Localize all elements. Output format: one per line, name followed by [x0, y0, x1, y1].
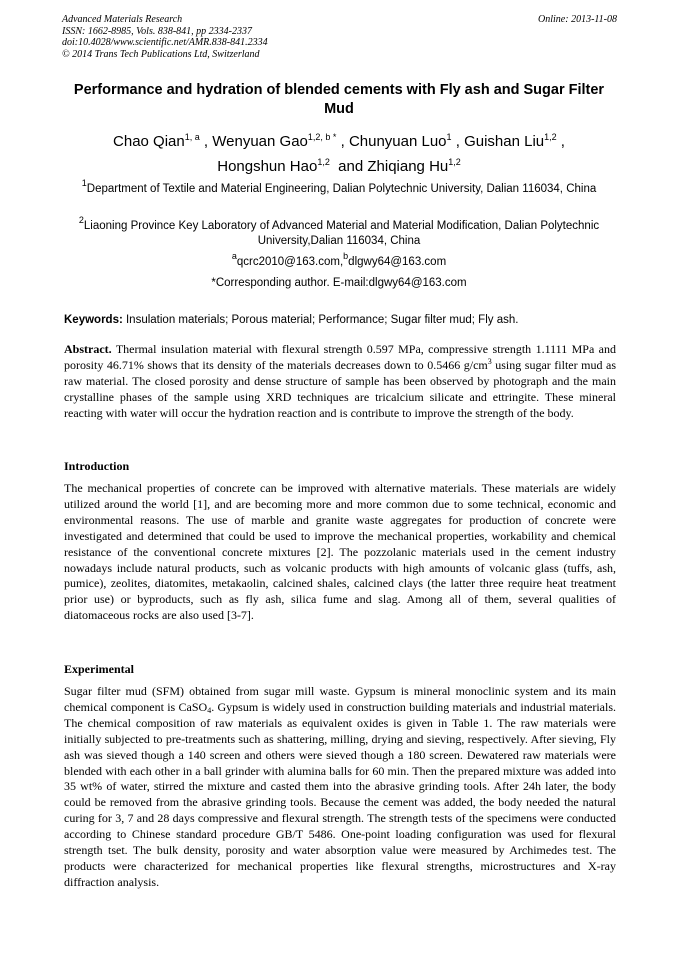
experimental-text-cont: . Gypsum is widely used in construction building materials and industrial materials. The chemical composition of raw materials as equivalent oxides is given in Table 1. The raw materials were initially subjected to pre-treatments such as shattering, milling, drying and sieving, respectively. After sieving, Fly ash was sieved though a 140 screen and others were sieved though a 180 screen. Dewatered raw materials were blended with each other in a ball grinder with alumina balls for 60 min. Then the prepared mixture was added into 35 wt% of water, stirred the mixture and casted them into the abrasive grinding tools. After 24h later, the body could be removed from the abrasive grinding tools. Because the cement was added, the body needed the natural curing for 3, 7 and 28 days compressive and flexural strength. The strength tests of the specimens were conducted according to Chinese standard procedure GB/T 5486. One-point loading configuration was used for flexural strength tset. The bulk density, porosity and water absorption value were measured by Archimedes test. The products were characterized for mechanical properties like flexural strengths, microstructures and X-ray diffraction analysis. [64, 699, 616, 889]
author-name: Chunyuan Luo [348, 133, 447, 150]
online-date: Online: 2013-11-08 [538, 14, 617, 25]
experimental-text [64, 684, 616, 891]
author-name: Chao Qian [113, 133, 185, 150]
keywords [64, 313, 616, 328]
affiliation-sup: 1 [81, 178, 87, 188]
abstract-label: Abstract. [64, 342, 112, 356]
author-name: Wenyuan Gao [212, 133, 308, 150]
author-sep: and [329, 158, 368, 175]
author-affil-sup: 1,2 [317, 157, 330, 167]
journal-copyright: © 2014 Trans Tech Publications Ltd, Switzerland [62, 48, 260, 60]
author-sep: , [336, 133, 349, 150]
author-sep: , [199, 133, 213, 150]
introduction-heading: Introduction [64, 459, 130, 473]
email-sup: b [343, 251, 349, 261]
author-name: Hongshun Hao [217, 158, 318, 175]
author-list [58, 129, 620, 179]
author-sep: , [451, 133, 465, 150]
journal-header [62, 14, 617, 60]
author-affil-sup: 1, a [184, 132, 200, 142]
author-emails [58, 251, 620, 270]
author-name: Guishan Liu [464, 133, 545, 150]
experimental-text-part: Sugar filter mud (SFM) obtained from sugar mill waste. Gypsum is mineral monoclinic system and its main chemical component is CaSO [64, 684, 616, 714]
journal-doi: doi:10.4028/www.scientific.net/AMR.838-841.2334 [62, 37, 268, 48]
paper-title: Performance and hydration of blended cements with Fly ash and Sugar Filter Mud [73, 82, 605, 117]
affiliation-1 [66, 178, 612, 197]
email-a: qcrc2010@163.com, [236, 256, 344, 268]
affiliation-2 [66, 215, 612, 249]
affiliation-text: Department of Textile and Material Engineering, Dalian Polytechnic University, Dalian 116034, China [86, 183, 597, 195]
affiliation-sup: 2 [78, 215, 84, 225]
affiliation-text: Liaoning Province Key Laboratory of Advanced Material and Material Modification, Dalian Polytechnic University,Dalian 116034, China [83, 220, 600, 247]
author-name: Zhiqiang Hu [367, 158, 449, 175]
journal-issn: ISSN: 1662-8985, Vols. 838-841, pp 2334-2337 [62, 25, 252, 37]
corresponding-author: *Corresponding author. E-mail:dlgwy64@163.com [211, 277, 467, 289]
chem-subscript: 4 [207, 705, 212, 715]
journal-name: Advanced Materials Research [62, 14, 183, 25]
abstract-text: Thermal insulation material with flexural strength 0.597 MPa, compressive strength 1.1111 MPa and porosity 46.71% shows that its density of the materials decreases down to 0.5466 g/cm [64, 342, 616, 372]
abstract [64, 342, 616, 422]
experimental-heading: Experimental [64, 662, 134, 676]
email-b: dlgwy64@163.com [348, 256, 447, 268]
author-affil-sup: 1,2, b * [307, 132, 337, 142]
author-affil-sup: 1 [446, 132, 452, 142]
keywords-text: Insulation materials; Porous material; Performance; Sugar filter mud; Fly ash. [122, 314, 519, 326]
keywords-label: Keywords: [64, 314, 123, 326]
abstract-text-cont: using sugar filter mud as raw material. The closed porosity and dense structure of sample has been observed by photograph and the main crystalline phases of the sample using XRD techniques are tricalcium silicate and ettringite. These mineral reacting with water will occur the hydration reaction and is contribute to improve the strength of the body. [64, 357, 616, 420]
abstract-sup: 3 [487, 356, 492, 366]
author-sep: , [556, 133, 565, 150]
email-sup: a [231, 251, 237, 261]
introduction-text: The mechanical properties of concrete can be improved with alternative materials. These materials are widely utilized around the world [1], and are becoming more and more common due to some technical, economic and environmental reasons. The use of marble and granite waste aggregates for production of concrete were investigated and determined that could be used to improve the mechanical properties, workability and chemical resistance of the conventional concrete mixtures [2]. The pozzolanic materials used in the cement industry nowadays include natural products, such as volcanic products with high amounts of volcanic glass (tuffs, ash, pumice), zeolites, diatomites, metakaolin, calcined shales, calcined clays (the latter three require heat treatment prior use) or byproducts, such as fly ash, silica fume and slag. Among all of them, several qualities of diatomaceous rocks are also used [3-7]. [64, 481, 616, 623]
author-affil-sup: 1,2 [544, 132, 557, 142]
author-affil-sup: 1,2 [448, 157, 461, 167]
